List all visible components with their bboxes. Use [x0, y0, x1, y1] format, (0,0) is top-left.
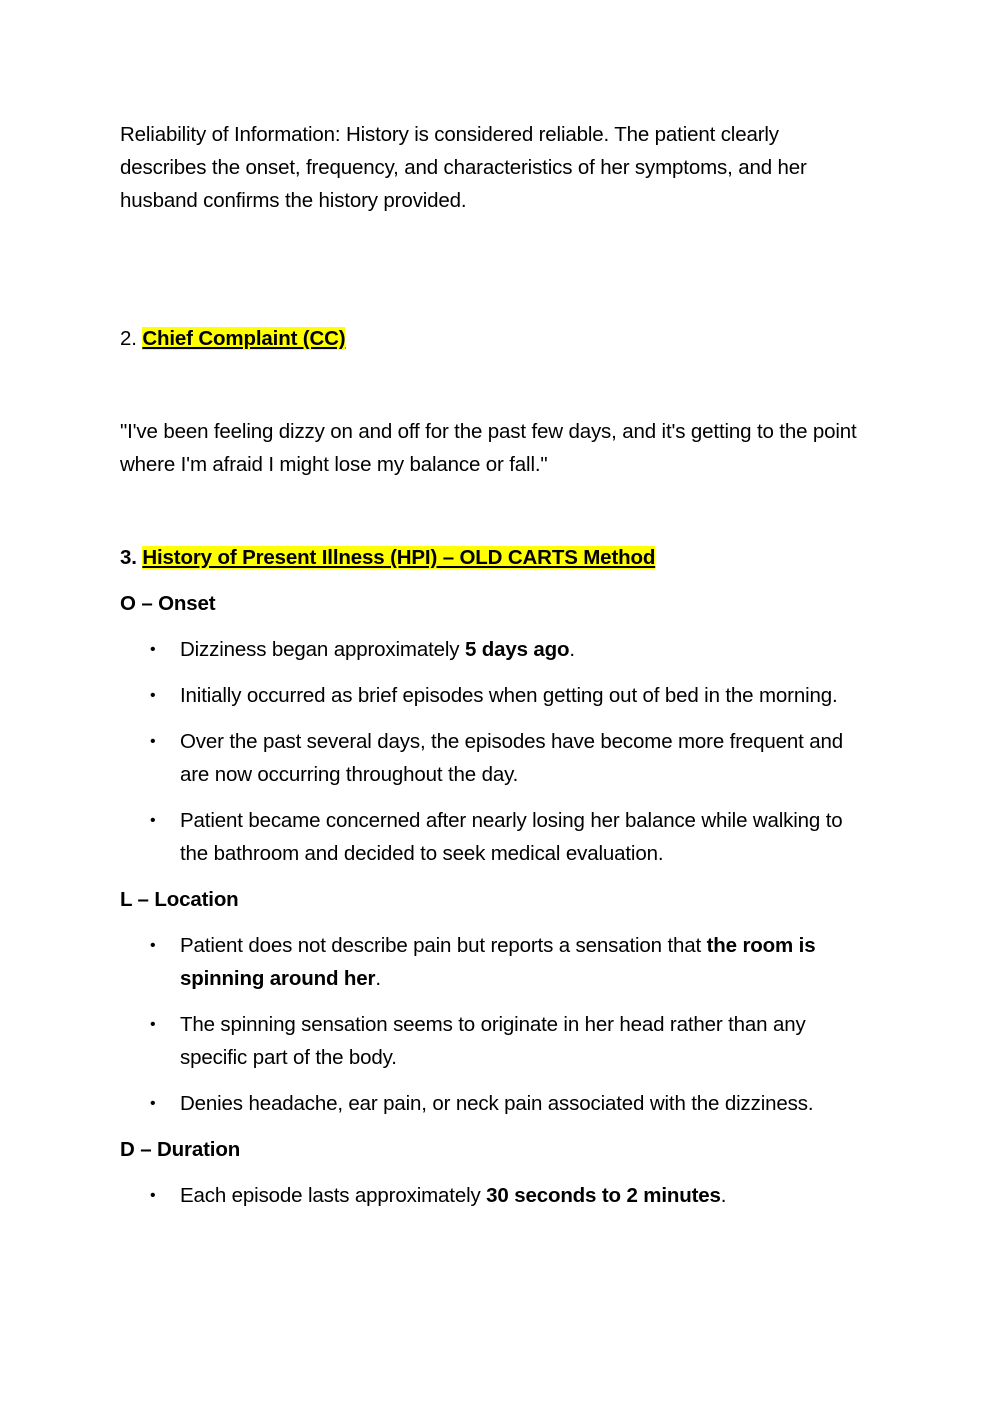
list-item: [120, 1087, 865, 1120]
item-text-end: .: [569, 638, 575, 661]
onset-list: [120, 633, 865, 870]
onset-heading: O – Onset: [120, 592, 216, 615]
bullet-icon: •: [150, 1095, 156, 1112]
bullet-icon: •: [150, 812, 156, 829]
item-text: Patient became concerned after nearly losing her balance while walking to the bathroom and decided to seek medical evaluation.: [180, 809, 843, 865]
list-item: [120, 1008, 865, 1074]
item-text: Denies headache, ear pain, or neck pain associated with the dizziness.: [180, 1092, 814, 1115]
duration-list: [120, 1179, 865, 1212]
hpi-number: 3.: [120, 546, 143, 569]
list-item: [120, 929, 865, 995]
item-bold-text: 5 days ago: [464, 638, 570, 661]
item-bold-text: 30 seconds to 2 minutes: [486, 1184, 721, 1207]
location-list: [120, 929, 865, 1120]
bullet-icon: •: [150, 937, 156, 954]
item-text: The spinning sensation seems to originate in her head rather than any specific part of the body.: [180, 1013, 806, 1069]
list-item: [120, 725, 865, 791]
duration-heading: D – Duration: [120, 1138, 241, 1161]
reliability-paragraph: Reliability of Information: History is considered reliable. The patient clearly describes the onset, frequency, and characteristics of her symptoms, and her husband confirms the history provided.: [120, 123, 807, 212]
item-text: Over the past several days, the episodes have become more frequent and are now occurring throughout the day.: [180, 730, 843, 786]
bullet-icon: •: [150, 1016, 156, 1033]
list-item: [120, 679, 865, 712]
bullet-icon: •: [150, 1187, 156, 1204]
hpi-heading: [120, 541, 865, 574]
bullet-icon: •: [150, 733, 156, 750]
item-text-end: .: [375, 967, 381, 990]
item-text-end: .: [720, 1184, 727, 1207]
list-item: [120, 804, 865, 870]
item-text: Initially occurred as brief episodes when getting out of bed in the morning.: [180, 684, 838, 707]
list-item: [120, 1179, 865, 1212]
chief-complaint-heading: [120, 322, 865, 355]
item-text: Dizziness began approximately: [180, 638, 465, 661]
chief-complaint-quote: "I've been feeling dizzy on and off for the past few days, and it's getting to the point where I'm afraid I might lose my balance or fall.": [120, 420, 857, 476]
item-bold-text: the room is spinning around her: [180, 934, 816, 990]
bullet-icon: •: [150, 687, 156, 704]
chief-complaint-number: 2.: [120, 327, 143, 350]
document-body: [120, 118, 865, 1225]
location-heading: L – Location: [120, 888, 239, 911]
bullet-icon: •: [150, 641, 156, 658]
chief-complaint-title: Chief Complaint (CC): [142, 327, 346, 350]
hpi-title: History of Present Illness (HPI) – OLD CARTS Method: [142, 546, 656, 569]
item-text: Patient does not describe pain but reports a sensation that: [180, 934, 707, 957]
item-text: Each episode lasts approximately: [180, 1184, 487, 1207]
list-item: [120, 633, 865, 666]
